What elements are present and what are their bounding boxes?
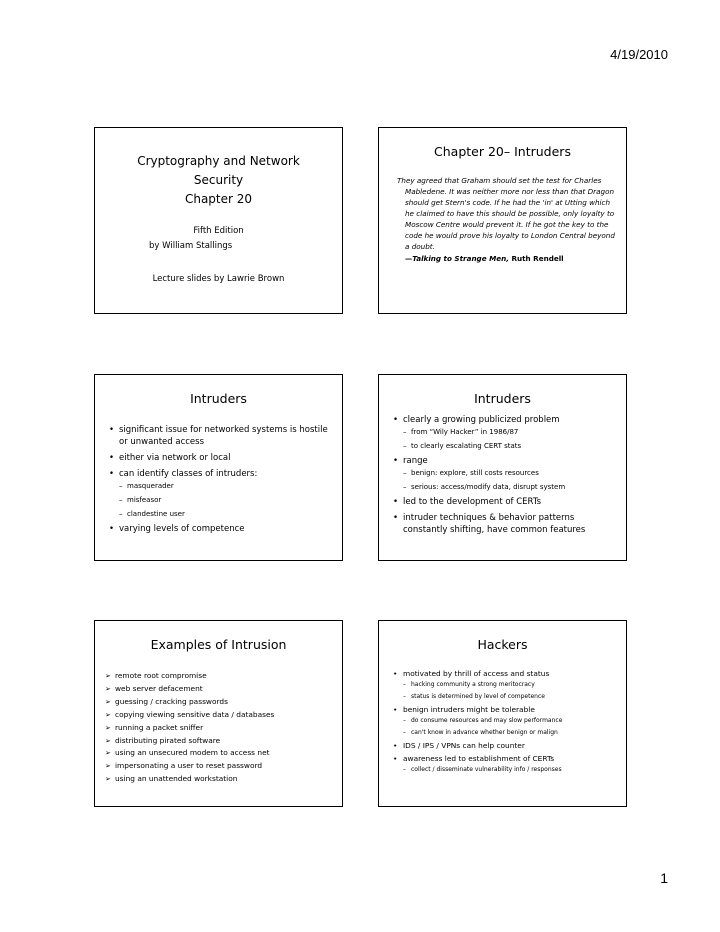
cite-book: Talking to Strange Men, [412,254,509,263]
sub-bullet-list [403,680,620,701]
bullet-text: can identify classes of intruders: [119,469,258,479]
arrow-bullet-item: ➢ copying viewing sensitive data / databases [105,709,336,722]
author-text: by William Stallings [149,241,233,251]
slide-heading: Hackers [477,637,528,652]
sub-bullet-item: – to clearly escalating CERT stats [403,441,618,451]
arrow-bullet-item: ➢ remote root compromise [105,670,336,683]
arrow-bullet-item: ➢ web server defacement [105,683,336,696]
edition-text: Fifth Edition [193,226,244,236]
arrow-bullet-item: ➢ distributing pirated software [105,735,336,748]
title-line-3: Chapter 20 [184,192,253,206]
bullet-item: • varying levels of competence [109,523,334,535]
bullet-item: • led to the development of CERTs [393,496,618,508]
slide-intruders-2 [378,374,627,561]
slide-intruders-1 [94,374,343,561]
slide-examples-of-intrusion [94,620,343,807]
bullet-list [379,668,626,774]
sub-bullet-item: – serious: access/modify data, disrupt system [403,482,618,492]
quote-citation [405,254,618,263]
bullet-item: • significant issue for networked systems is hostile or unwanted access [109,424,334,448]
sub-bullet-item: – clandestine user [119,509,334,519]
bullet-text: clearly a growing publicized problem [403,415,560,425]
arrow-bullet-item: ➢ impersonating a user to reset password [105,760,336,773]
cite-author: Ruth Rendell [508,254,564,263]
bullet-item [393,668,620,701]
arrow-bullet-list [95,670,342,786]
sub-bullet-item: – masquerader [119,481,334,491]
slide-chapter-quote [378,127,627,314]
bullet-item: • either via network or local [109,452,334,464]
sub-bullet-list [403,716,620,737]
title-line-2: Security [193,173,244,187]
bullet-list [379,414,626,536]
sub-bullet-item: – hacking community a strong meritocracy [403,680,620,689]
title-line-1: Cryptography and Network [137,154,300,168]
bullet-item: • intruder techniques & behavior patterns constantly shifting, have common features [393,512,618,536]
sub-bullet-item: – can't know in advance whether benign or malign [403,728,620,737]
epigraph-quote: They agreed that Graham should set the test for Charles Mabledene. It was neither more nor less than that Dragon should get Stern's code. If he had the 'in' at Utting which he claimed to have this should be possible, only loyalty to Moscow Centre would prevent it. If he got the key to the code he would prove his loyalty to London Central beyond a doubt. [397,176,615,251]
bullet-text: range [403,456,428,466]
slide-heading: Intruders [190,391,247,406]
sub-bullet-item: – benign: explore, still costs resources [403,468,618,478]
arrow-bullet-item: ➢ using an unattended workstation [105,773,336,786]
sub-bullet-item: – do consume resources and may slow performance [403,716,620,725]
sub-bullet-list [403,765,620,774]
slide-heading: Intruders [474,391,531,406]
cite-dash: — [405,254,413,263]
bullet-item: • IDS / IPS / VPNs can help counter [393,740,620,751]
arrow-bullet-item: ➢ guessing / cracking passwords [105,696,336,709]
page-number: 1 [660,870,668,886]
sub-bullet-item: – from “Wily Hacker” in 1986/87 [403,427,618,437]
bullet-item [393,414,618,451]
bullet-list [95,424,342,535]
bullet-text: benign intruders might be tolerable [403,705,535,714]
sub-bullet-item: – collect / disseminate vulnerability info / responses [403,765,620,774]
arrow-bullet-item: ➢ running a packet sniffer [105,722,336,735]
print-date: 4/19/2010 [610,47,668,62]
sub-bullet-item: – misfeasor [119,495,334,505]
bullet-item [393,455,618,492]
slide-heading: Examples of Intrusion [150,637,287,652]
bullet-item [393,753,620,774]
sub-bullet-item: – status is determined by level of competence [403,692,620,701]
slide-hackers [378,620,627,807]
slide-heading: Chapter 20– Intruders [434,144,571,159]
slide-title [94,127,343,314]
arrow-bullet-item: ➢ using an unsecured modem to access net [105,747,336,760]
bullet-text: motivated by thrill of access and status [403,669,550,678]
bullet-item [393,704,620,737]
sub-bullet-list [403,468,618,492]
sub-bullet-list [119,481,334,519]
sub-bullet-list [403,427,618,451]
bullet-text: awareness led to establishment of CERTs [403,754,555,763]
lecture-credit: Lecture slides by Lawrie Brown [152,274,285,284]
slide-title-heading [95,152,342,209]
bullet-item [109,468,334,519]
